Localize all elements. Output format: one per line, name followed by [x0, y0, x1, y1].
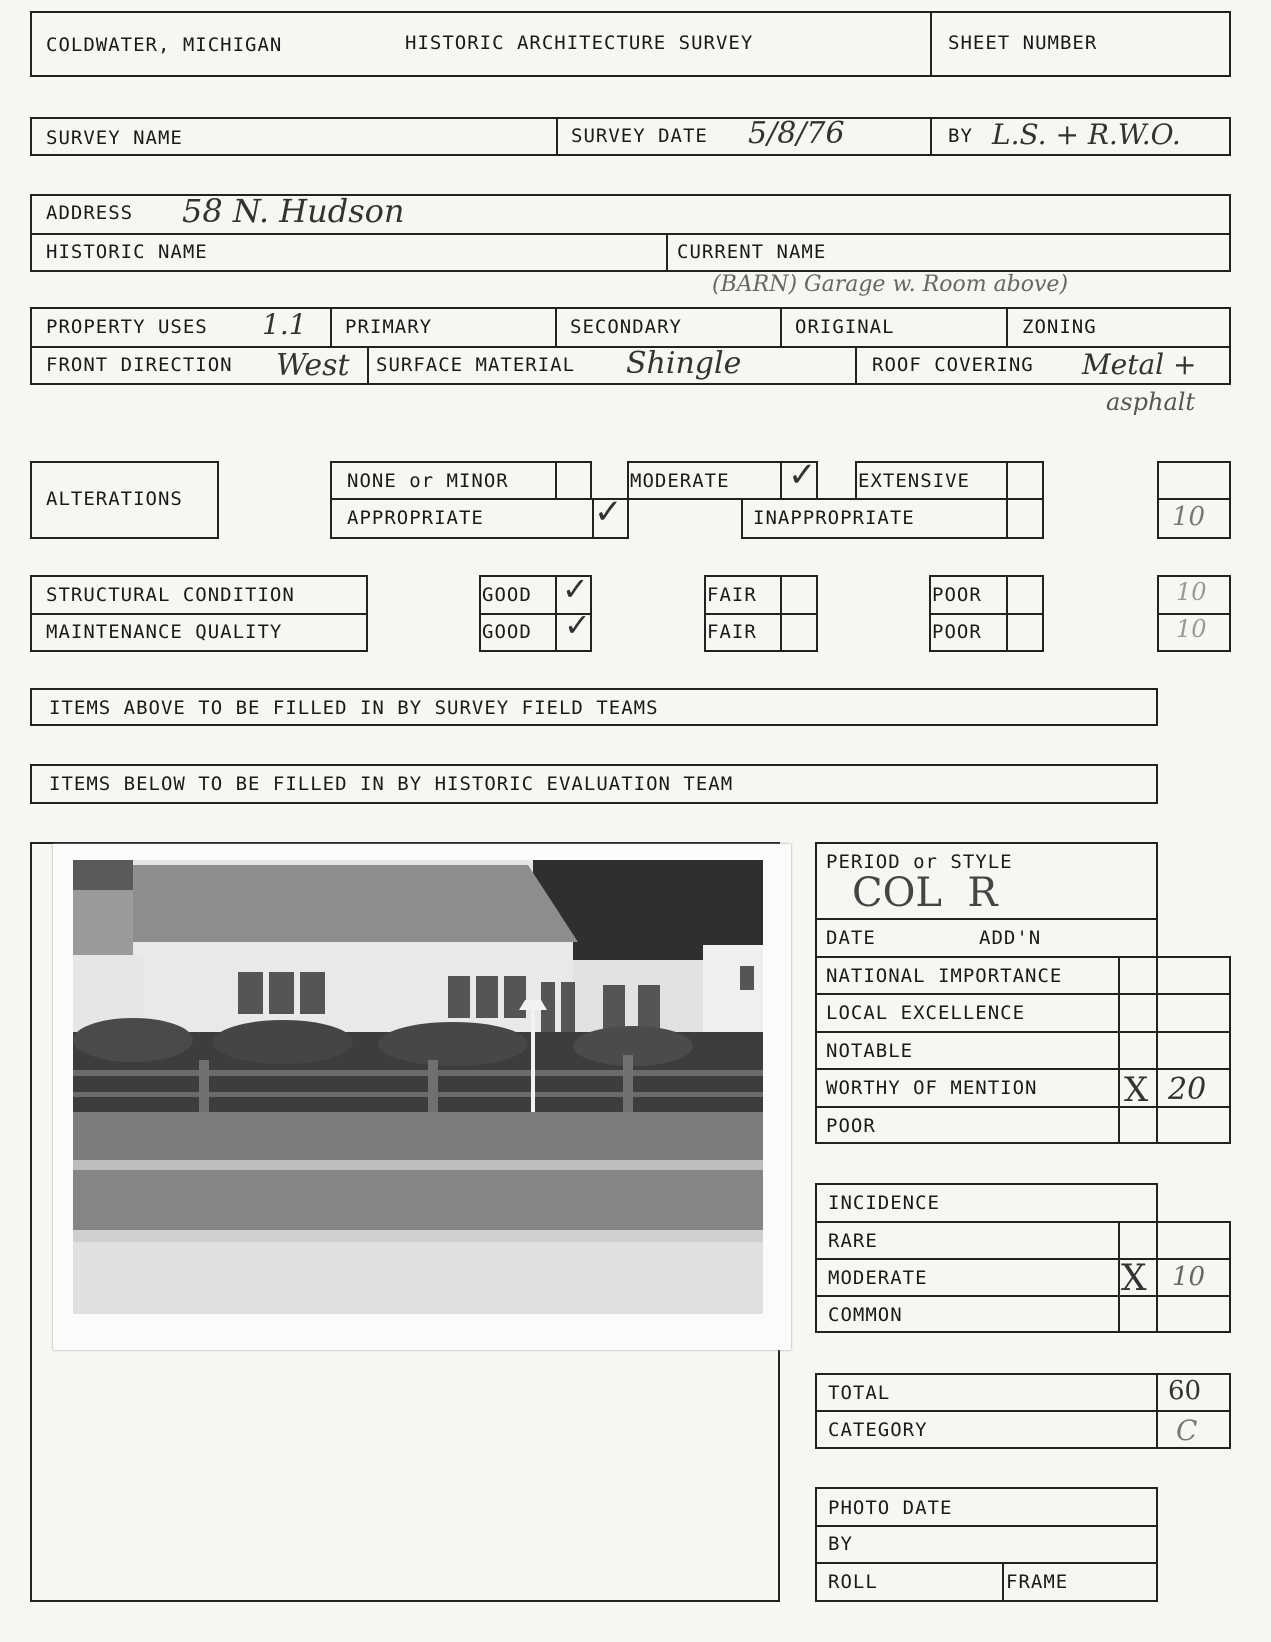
surface-material-value[interactable]: Shingle	[626, 346, 742, 381]
extensive-check-divider	[1006, 461, 1008, 500]
survey-divider-2	[930, 117, 932, 156]
eval-check-divider	[1118, 956, 1120, 1144]
header-divider	[930, 11, 932, 77]
total-value[interactable]: 60	[1168, 1376, 1202, 1406]
fair-check-divider	[780, 575, 782, 652]
moderate-label: MODERATE	[630, 470, 730, 492]
poor-divider	[929, 613, 1044, 615]
eval-line-worthy	[815, 1068, 1231, 1070]
maintenance-good-label: GOOD	[482, 621, 532, 643]
incidence-line-common	[815, 1295, 1231, 1297]
extensive-label: EXTENSIVE	[858, 470, 970, 492]
national-importance-label: NATIONAL IMPORTANCE	[826, 965, 1063, 987]
maintenance-fair-label: FAIR	[707, 621, 757, 643]
uses-divider-4	[1006, 307, 1008, 346]
notable-label: NOTABLE	[826, 1040, 914, 1062]
incidence-line-bottom	[815, 1331, 1231, 1333]
city-label: COLDWATER, MICHIGAN	[46, 34, 283, 56]
roll-frame-divider	[1002, 1562, 1004, 1602]
roll-label: ROLL	[828, 1571, 878, 1593]
category-value[interactable]: C	[1176, 1414, 1198, 1447]
period-style-value[interactable]: COL R	[852, 870, 998, 916]
period-style-label: PERIOD or STYLE	[826, 851, 1013, 873]
structural-good-label: GOOD	[482, 584, 532, 606]
front-divider	[367, 346, 369, 385]
incidence-line-rare	[815, 1221, 1231, 1223]
front-direction-label: FRONT DIRECTION	[46, 354, 233, 376]
alterations-score-divider	[1157, 498, 1231, 500]
survey-name-label: SURVEY NAME	[46, 127, 183, 149]
structural-fair-label: FAIR	[707, 584, 757, 606]
alterations-label: ALTERATIONS	[46, 488, 183, 510]
address-value[interactable]: 58 N. Hudson	[182, 192, 405, 230]
worthy-of-mention-label: WORTHY OF MENTION	[826, 1077, 1038, 1099]
current-name-note[interactable]: (BARN) Garage w. Room above)	[712, 272, 1069, 297]
structural-poor-label: POOR	[932, 584, 982, 606]
eval-line-bottom	[815, 1142, 1231, 1144]
frame-label: FRAME	[1006, 1571, 1069, 1593]
photo-info-line-2	[815, 1562, 1158, 1564]
front-direction-value[interactable]: West	[276, 348, 350, 383]
worthy-score[interactable]: 20	[1168, 1072, 1207, 1107]
structural-score[interactable]: 10	[1176, 578, 1207, 606]
maintenance-score[interactable]: 10	[1176, 615, 1207, 643]
none-minor-label: NONE or MINOR	[347, 470, 509, 492]
house-photo	[73, 860, 763, 1314]
rare-label: RARE	[828, 1230, 878, 1252]
structural-condition-label: STRUCTURAL CONDITION	[46, 584, 295, 606]
alterations-score[interactable]: 10	[1172, 502, 1206, 532]
property-uses-value[interactable]: 1.1	[262, 308, 307, 341]
name-divider	[666, 233, 668, 272]
address-label: ADDRESS	[46, 202, 134, 224]
photo-by-label: BY	[828, 1533, 853, 1555]
common-label: COMMON	[828, 1304, 903, 1326]
property-uses-label: PROPERTY USES	[46, 316, 208, 338]
uses-divider-1	[330, 307, 332, 346]
form-title: HISTORIC ARCHITECTURE SURVEY	[405, 32, 754, 54]
inappropriate-check-divider	[1006, 498, 1008, 539]
poor-check-divider	[1006, 575, 1008, 652]
condition-label-divider	[30, 613, 368, 615]
sheet-number-label: SHEET NUMBER	[948, 32, 1098, 54]
survey-divider-1	[556, 117, 558, 156]
eval-score-right	[1229, 956, 1231, 1144]
local-excellence-label: LOCAL EXCELLENCE	[826, 1002, 1026, 1024]
survey-by-label: BY	[948, 125, 973, 147]
eval-line-local	[815, 993, 1231, 995]
photo-mount	[53, 844, 791, 1350]
uses-divider-3	[780, 307, 782, 346]
incidence-moderate-score[interactable]: 10	[1172, 1262, 1206, 1292]
appropriate-checkmark[interactable]: ✓	[594, 492, 623, 532]
poor-label: POOR	[826, 1115, 876, 1137]
total-label: TOTAL	[828, 1382, 891, 1404]
appropriate-label: APPROPRIATE	[347, 507, 484, 529]
moderate-check-divider	[780, 461, 782, 500]
roof-covering-value-2[interactable]: asphalt	[1106, 388, 1196, 416]
primary-label: PRIMARY	[345, 316, 433, 338]
original-label: ORIGINAL	[795, 316, 895, 338]
notice-above: ITEMS ABOVE TO BE FILLED IN BY SURVEY FIELD TEAMS	[49, 697, 659, 719]
incidence-score-right	[1229, 1221, 1231, 1333]
structural-good-checkmark[interactable]: ✓	[562, 570, 589, 608]
date-label: DATE	[826, 927, 876, 949]
photo-info-line-1	[815, 1525, 1158, 1527]
inappropriate-label: INAPPROPRIATE	[753, 507, 915, 529]
eval-line-date	[815, 918, 1158, 920]
survey-date-label: SURVEY DATE	[571, 125, 708, 147]
surface-material-label: SURFACE MATERIAL	[376, 354, 576, 376]
uses-divider-2	[555, 307, 557, 346]
incidence-moderate-label: MODERATE	[828, 1267, 928, 1289]
eval-line-national	[815, 956, 1231, 958]
addn-label: ADD'N	[979, 927, 1042, 949]
category-label: CATEGORY	[828, 1419, 928, 1441]
incidence-line-moderate	[815, 1258, 1231, 1260]
survey-by-value[interactable]: L.S. + R.W.O.	[992, 118, 1181, 151]
historic-name-label: HISTORIC NAME	[46, 241, 208, 263]
totals-divider	[815, 1410, 1231, 1412]
zoning-label: ZONING	[1022, 316, 1097, 338]
photo-date-label: PHOTO DATE	[828, 1497, 953, 1519]
good-check-divider	[555, 575, 557, 652]
eval-line-notable	[815, 1031, 1231, 1033]
survey-date-value[interactable]: 5/8/76	[748, 116, 845, 151]
roof-covering-value[interactable]: Metal +	[1082, 348, 1197, 381]
address-divider	[30, 233, 1231, 235]
incidence-moderate-mark[interactable]: X	[1121, 1258, 1147, 1299]
secondary-label: SECONDARY	[570, 316, 682, 338]
maintenance-poor-label: POOR	[932, 621, 982, 643]
incidence-check-divider	[1118, 1221, 1120, 1333]
notice-below: ITEMS BELOW TO BE FILLED IN BY HISTORIC EVALUATION TEAM	[49, 773, 734, 795]
totals-value-divider	[1156, 1373, 1158, 1449]
incidence-label: INCIDENCE	[828, 1192, 940, 1214]
roof-covering-label: ROOF COVERING	[872, 354, 1034, 376]
worthy-mark[interactable]: X	[1124, 1070, 1149, 1110]
fair-divider	[704, 613, 818, 615]
current-name-label: CURRENT NAME	[677, 241, 827, 263]
maintenance-quality-label: MAINTENANCE QUALITY	[46, 621, 283, 643]
maintenance-good-checkmark[interactable]: ✓	[564, 606, 591, 644]
surface-divider	[855, 346, 857, 385]
moderate-checkmark[interactable]: ✓	[788, 455, 817, 495]
none-minor-check-divider	[555, 461, 557, 500]
